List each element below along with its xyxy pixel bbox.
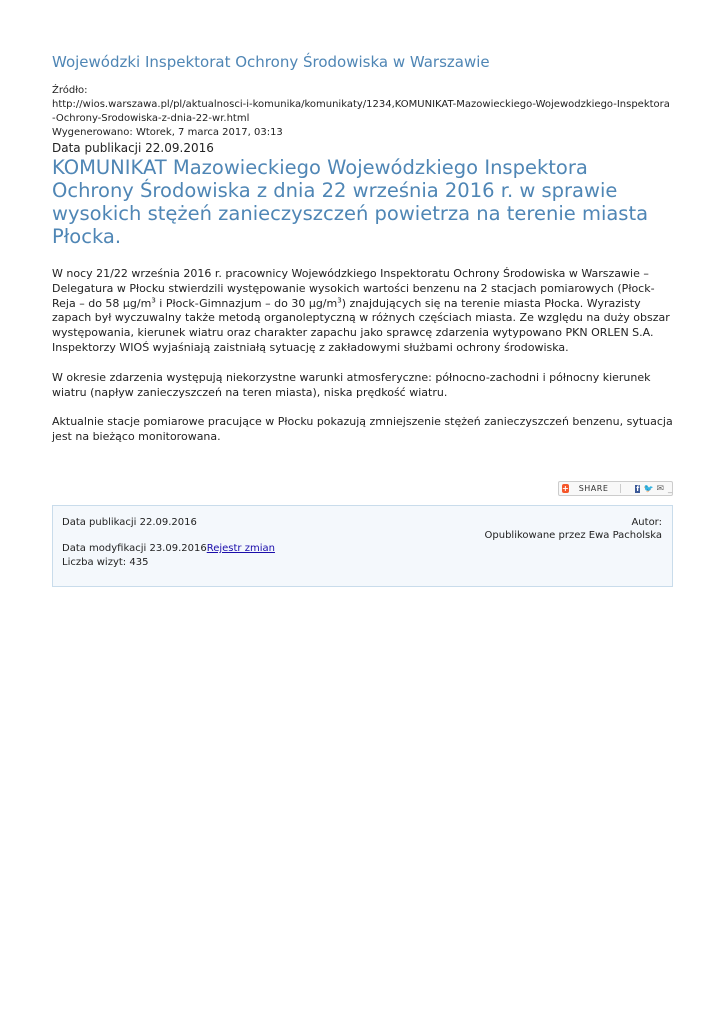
email-icon[interactable]: ✉	[656, 483, 664, 494]
share-divider	[620, 484, 621, 493]
source-label: Źródło:	[52, 85, 88, 96]
paragraph-2: W okresie zdarzenia występują niekorzystne warunki atmosferyczne: północno-zachodni i północny kierunek wiatru (napływ zanieczyszczeń na teren miasta), niska prędkość wiatru.	[52, 370, 651, 399]
author-name: Opublikowane przez Ewa Pacholska	[484, 530, 662, 541]
source-meta	[52, 84, 673, 140]
visit-count: Liczba wizyt: 435	[62, 557, 149, 568]
author-label: Autor:	[631, 517, 662, 528]
share-button[interactable]	[558, 481, 673, 496]
addthis-plus-icon: +	[562, 484, 569, 493]
twitter-icon[interactable]: 🐦	[643, 484, 654, 493]
generated-date: Wygenerowano: Wtorek, 7 marca 2017, 03:13	[52, 127, 283, 138]
publication-date: Data publikacji 22.09.2016	[52, 141, 214, 155]
more-icon[interactable]: _	[668, 484, 672, 493]
site-title: Wojewódzki Inspektorat Ochrony Środowiska w Warszawie	[52, 53, 490, 71]
paragraph-1-part-2: i Płock-Gimnazjum – do 30 µg/m	[155, 296, 338, 310]
share-label: SHARE	[578, 484, 609, 493]
superscript-1: 3	[151, 295, 156, 304]
change-log-link[interactable]: Rejestr zmian	[206, 543, 275, 554]
paragraph-3: Aktualnie stacje pomiarowe pracujące w Płocku pokazują zmniejszenie stężeń zanieczyszczeń benzenu, sytuacja jest na bieżąco monitorowana.	[52, 415, 673, 444]
footer-publication-date: Data publikacji 22.09.2016	[62, 517, 197, 528]
article-title: KOMUNIKAT Mazowieckiego Wojewódzkiego Inspektora Ochrony Środowiska z dnia 22 września 2016 r. w sprawie wysokich stężeń zanieczyszczeń powietrza na terenie miasta Płocka.	[52, 156, 649, 248]
superscript-2: 3	[337, 295, 342, 304]
facebook-icon[interactable]: f	[636, 484, 640, 493]
article-body	[52, 267, 673, 460]
modification-line	[62, 543, 275, 554]
paragraph-1	[52, 267, 673, 356]
modification-date: Data modyfikacji 23.09.2016	[62, 543, 207, 554]
paragraph-1-part-1: W nocy 21/22 września 2016 r. pracownicy Wojewódzkiego Inspektoratu Ochrony Środowiska w Warszawie – Delegatura w Płocku stwierdzili występowanie wysokich wartości benzenu na 2 stacjach pomiarowych (Płock-Reja – do 58 µg/m	[52, 267, 655, 310]
paragraph-1-part-3: ) znajdujących się na terenie miasta Płocka. Wyrazisty zapach był wyczuwalny także metodą organoleptyczną w różnych częściach miasta. Ze względu na duży obszar występowania, kierunek wiatru oraz charakter zapachu jako sprawcę zdarzenia wytypowano PKN ORLEN S.A. Inspektorzy WIOŚ wyjaśniają zaistniałą sytuację z zakładowymi służbami ochrony środowiska.	[52, 296, 670, 354]
source-url: http://wios.warszawa.pl/pl/aktualnosci-i-komunika/komunikaty/1234,KOMUNIKAT-Mazowieckiego-Wojewodzkiego-Inspektora-Ochrony-Srodowiska-z-dnia-22-wr.html	[52, 99, 670, 124]
article-footer	[52, 505, 673, 587]
